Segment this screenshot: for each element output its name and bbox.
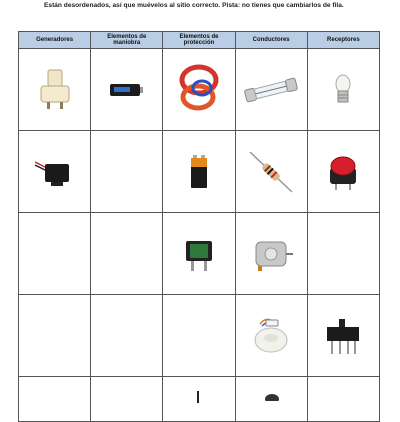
partial-component-icon[interactable] — [193, 391, 203, 403]
table-cell — [19, 295, 91, 377]
table-cell — [307, 49, 379, 131]
battery-icon[interactable] — [109, 81, 145, 99]
glass-fuse-icon[interactable] — [243, 77, 299, 103]
table-cell — [163, 377, 235, 422]
header-receptores: Receptores — [307, 32, 379, 49]
table-cell — [307, 295, 379, 377]
table-cell — [307, 377, 379, 422]
instructions-text: Están desordenados, así que muévelos al sitio correcto. Pista: no tienes que cambiarlos de fila. — [44, 2, 344, 9]
push-button-icon[interactable] — [35, 68, 75, 112]
table-cell — [163, 295, 235, 377]
wire-coil-icon[interactable] — [176, 64, 222, 116]
slide-switch-icon[interactable] — [323, 315, 363, 357]
table-cell — [19, 49, 91, 131]
table-cell — [19, 377, 91, 422]
table-row — [19, 49, 380, 131]
dc-motor-icon[interactable] — [248, 234, 294, 274]
table-cell — [91, 295, 163, 377]
table-cell — [91, 131, 163, 213]
red-pushbutton-icon[interactable] — [326, 152, 360, 192]
table-row — [19, 131, 380, 213]
header-elementos-proteccion: Elementos de protección — [163, 32, 235, 49]
table-cell — [19, 131, 91, 213]
buzzer-icon[interactable] — [33, 152, 77, 192]
table-cell — [163, 213, 235, 295]
table-cell — [235, 377, 307, 422]
table-cell — [235, 49, 307, 131]
table-row — [19, 213, 380, 295]
table-cell — [91, 213, 163, 295]
table-cell — [235, 131, 307, 213]
table-cell — [163, 49, 235, 131]
table-row — [19, 377, 380, 422]
small-bulb-icon[interactable] — [333, 74, 353, 106]
table-cell — [91, 377, 163, 422]
header-row — [19, 32, 380, 49]
table-cell — [307, 131, 379, 213]
small-motor-icon[interactable] — [248, 314, 294, 358]
table-cell — [19, 213, 91, 295]
resistor-icon[interactable] — [247, 149, 295, 195]
rocker-switch-icon[interactable] — [184, 235, 214, 273]
9v-battery-icon[interactable] — [188, 154, 210, 190]
header-elementos-maniobra: Elementos de maniobra — [91, 32, 163, 49]
table-cell — [91, 49, 163, 131]
table-cell — [235, 213, 307, 295]
table-cell — [235, 295, 307, 377]
header-conductores: Conductores — [235, 32, 307, 49]
table-cell — [307, 213, 379, 295]
table-row — [19, 295, 380, 377]
components-table — [18, 31, 380, 422]
header-generadores: Generadores — [19, 32, 91, 49]
table-cell — [163, 131, 235, 213]
